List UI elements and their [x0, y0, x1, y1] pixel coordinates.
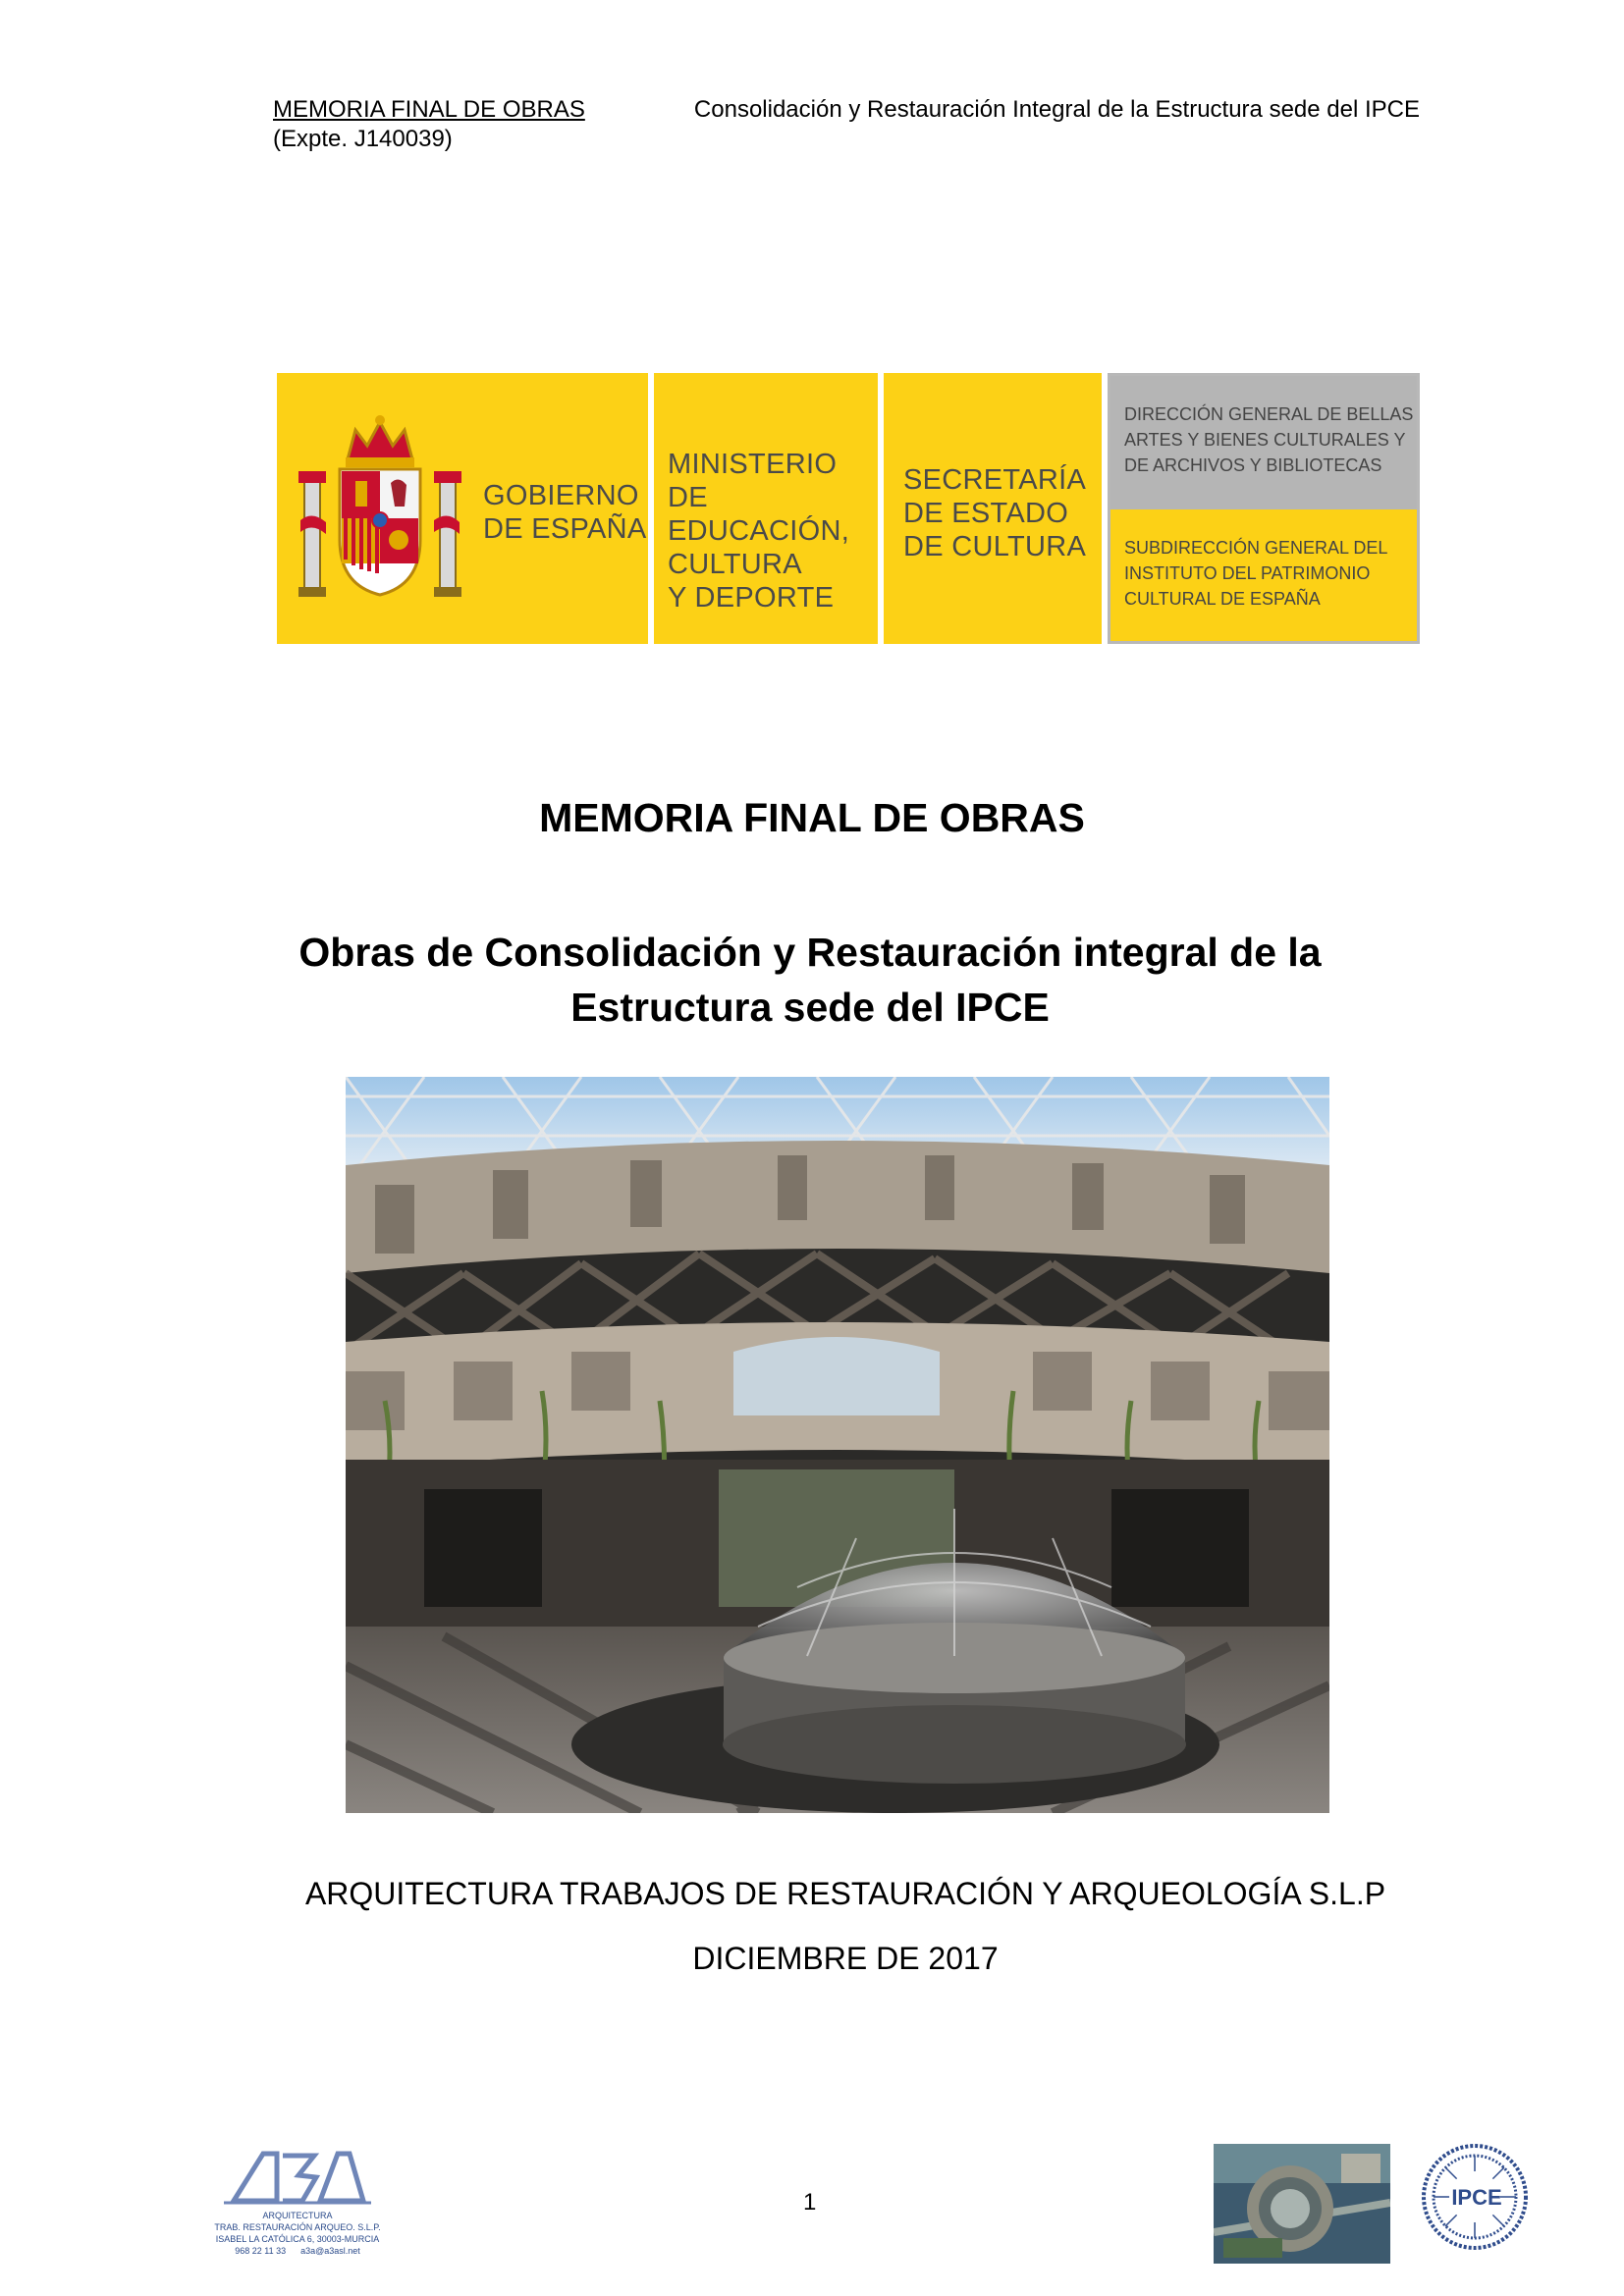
secretaria-block: [884, 373, 1102, 644]
document-date: DICIEMBRE DE 2017: [692, 1941, 999, 1976]
ipce-courtyard-photo: [346, 1077, 1329, 1813]
header-left-text: MEMORIA FINAL DE OBRAS: [273, 96, 585, 123]
ipce-logo: [1420, 2142, 1530, 2252]
government-logo-banner: [277, 373, 1420, 644]
cover-photo: [346, 1077, 1329, 1813]
a3a-contact: [214, 2246, 381, 2257]
direccion-block: [1108, 373, 1420, 644]
ipce-logo-text: IPCE: [1451, 2185, 1502, 2210]
a3a-logo: [214, 2146, 381, 2264]
aerial-photo-logo: [1214, 2144, 1390, 2264]
coat-of-arms-icon: [297, 412, 463, 609]
document-subtitle: Obras de Consolidación y Restauración integral de la Estructura sede del IPCE: [298, 930, 1322, 1030]
aerial-view-icon: [1214, 2144, 1390, 2264]
page-number: 1: [803, 2189, 817, 2216]
company-name: ARQUITECTURA TRABAJOS DE RESTAURACIÓN Y ARQUEOLOGÍA S.L.P: [304, 1876, 1386, 1911]
a3a-email: a3a@a3asl.net: [300, 2246, 360, 2256]
a3a-line2: TRAB. RESTAURACIÓN ARQUEO. S.L.P.: [214, 2222, 381, 2232]
a3a-mark-icon: [214, 2146, 381, 2209]
running-header: [273, 96, 1420, 124]
direccion-gray-band: [1110, 376, 1417, 509]
ministerio-text: MINISTERIO DE EDUCACIÓN, CULTURA Y DEPORTE: [668, 449, 850, 614]
ministerio-block: [654, 373, 878, 644]
a3a-line1: ARQUITECTURA: [262, 2211, 333, 2220]
subdireccion-text: SUBDIRECCIÓN GENERAL DEL INSTITUTO DEL PATRIMONIO CULTURAL DE ESPAÑA: [1124, 538, 1388, 609]
a3a-phone: 968 22 11 33: [235, 2246, 287, 2256]
document-title: MEMORIA FINAL DE OBRAS: [539, 795, 1085, 840]
secretaria-text: SECRETARÍA DE ESTADO DE CULTURA: [903, 464, 1087, 562]
gobierno-block: [277, 373, 648, 644]
header-expediente: (Expte. J140039): [273, 126, 453, 152]
header-right-text: Consolidación y Restauración Integral de la Estructura sede del IPCE: [693, 96, 1420, 123]
ipce-logo-icon: [1420, 2142, 1530, 2252]
a3a-line3: ISABEL LA CATÓLICA 6, 30003-MURCIA: [215, 2234, 380, 2244]
gobierno-text: GOBIERNO DE ESPAÑA: [483, 480, 647, 545]
direccion-text: DIRECCIÓN GENERAL DE BELLAS ARTES Y BIENES CULTURALES Y DE ARCHIVOS Y BIBLIOTECAS: [1124, 404, 1414, 475]
